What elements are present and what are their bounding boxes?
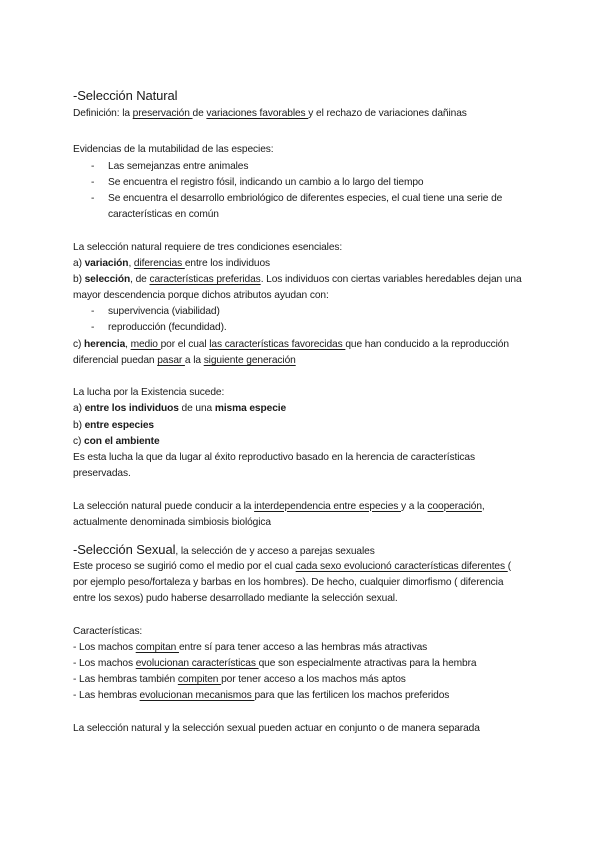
- conclusion: La selección natural y la selección sexual pueden actuar en conjunto o de manera separada: [73, 722, 480, 734]
- sexual-paragraph-line: por ejemplo peso/fortaleza y barbas en los hombres). De hecho, cualquier dimorfismo ( diferencia: [73, 577, 504, 589]
- section-title-seleccion-sexual: -Selección Sexual, la selección de y acceso a parejas sexuales: [73, 541, 375, 557]
- sexual-paragraph-line: Este proceso se sugirió como el medio por el cual cada sexo evolucionó características diferentes (: [73, 560, 512, 572]
- condiciones-intro: La selección natural requiere de tres condiciones esenciales:: [73, 241, 343, 253]
- list-item: - Las hembras evolucionan mecanismos para que las fertilicen los machos preferidos: [73, 690, 450, 702]
- sexual-paragraph-line: entre los sexos) pudo haberse desarrollado mediante la selección sexual.: [73, 593, 398, 605]
- caracteristicas-heading: Características:: [73, 625, 143, 637]
- condition-c: c) herencia, medio por el cual las características favorecidas que han conducido a la reproducción: [73, 338, 509, 350]
- interdependencia-line: La selección natural puede conducir a la interdependencia entre especies y a la cooperación,: [73, 500, 485, 512]
- list-item-continuation: características en común: [108, 209, 219, 221]
- interdependencia-continuation: actualmente denominada simbiosis biológica: [73, 516, 271, 528]
- lucha-intro: La lucha por la Existencia sucede:: [73, 387, 225, 399]
- lucha-c: c) con el ambiente: [73, 435, 160, 447]
- lucha-description-continuation: preservadas.: [73, 468, 131, 480]
- condition-c-continuation: diferencial puedan pasar a la siguiente generación: [73, 354, 296, 366]
- sub-list-item: - supervivencia (viabilidad): [91, 306, 220, 318]
- underlined-term: variaciones favorables: [206, 108, 309, 119]
- list-item: - Las semejanzas entre animales: [91, 160, 249, 172]
- sub-list-item: - reproducción (fecundidad).: [91, 322, 227, 334]
- list-item: - Los machos evolucionan características que son especialmente atractivas para la hembra: [73, 658, 477, 669]
- condition-b: b) selección, de características preferidas. Los individuos con ciertas variables heredables dejan una: [73, 273, 522, 285]
- section-title-seleccion-natural: -Selección Natural: [73, 88, 178, 103]
- list-item: - Las hembras también compiten por tener acceso a los machos más aptos: [73, 674, 406, 686]
- lucha-b: b) entre especies: [73, 419, 154, 431]
- lucha-description: Es esta lucha la que da lugar al éxito reproductivo basado en la herencia de características: [73, 451, 475, 463]
- condition-a: a) variación, diferencias entre los individuos: [73, 257, 271, 269]
- document-page: [73, 86, 543, 737]
- underlined-term: preservación: [132, 108, 193, 119]
- condition-b-continuation: mayor descendencia porque dichos atributos ayudan con:: [73, 290, 329, 302]
- definition-line: Definición: la preservación de variaciones favorables y el rechazo de variaciones dañinas: [73, 108, 467, 119]
- list-item: - Se encuentra el registro fósil, indicando un cambio a lo largo del tiempo: [91, 176, 424, 188]
- list-item: - Los machos compitan entre sí para tener acceso a las hembras más atractivas: [73, 641, 428, 653]
- evidencias-heading: Evidencias de la mutabilidad de las especies:: [73, 144, 274, 156]
- list-item: - Se encuentra el desarrollo embriológico de diferentes especies, el cual tiene una serie de: [91, 192, 503, 204]
- lucha-a: a) entre los individuos de una misma especie: [73, 403, 287, 415]
